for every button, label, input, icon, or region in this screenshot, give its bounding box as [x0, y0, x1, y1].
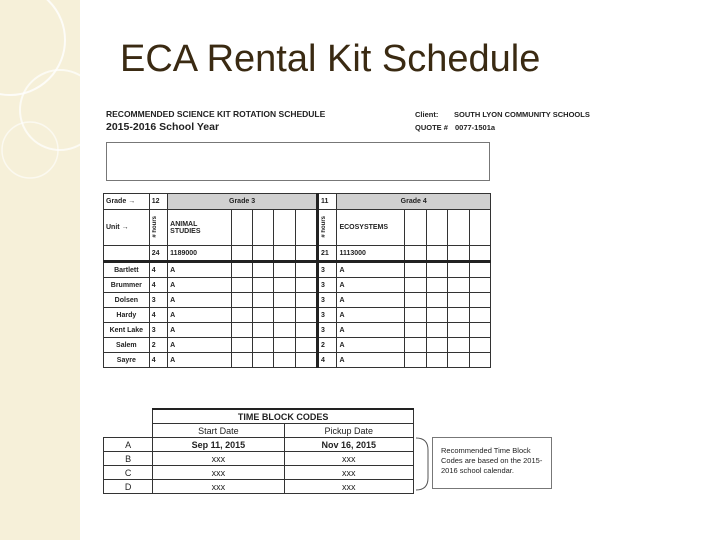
table-row: C xxx xxx	[104, 466, 414, 480]
time-block-title: TIME BLOCK CODES	[153, 409, 414, 424]
g3-kit: 1189000	[168, 246, 231, 262]
table-row: Hardy 4 A 3 A	[104, 308, 491, 323]
bracket-icon	[414, 436, 434, 492]
school-year: 2015-2016 School Year	[106, 121, 220, 133]
time-block-codes-table	[103, 408, 414, 494]
hours-label-g4: # hours	[317, 210, 336, 246]
start-date-header: Start Date	[153, 424, 284, 438]
grade-header-cell: Grade →	[104, 194, 150, 210]
g3-count: 24	[149, 246, 167, 262]
pickup-date-header: Pickup Date	[284, 424, 413, 438]
client-value: SOUTH LYON COMMUNITY SCHOOLS	[454, 110, 590, 119]
decorative-sidebar	[0, 0, 80, 540]
client-label: Client:	[415, 110, 439, 119]
g4-weeks: 11	[317, 194, 336, 210]
unit-header-cell: Unit →	[104, 210, 150, 246]
slide-title: ECA Rental Kit Schedule	[120, 38, 541, 80]
table-row: Salem 2 A 2 A	[104, 338, 491, 353]
schedule-heading: RECOMMENDED SCIENCE KIT ROTATION SCHEDULE	[106, 109, 326, 119]
table-row: B xxx xxx	[104, 452, 414, 466]
time-block-note: Recommended Time Block Codes are based on the 2015-2016 school calendar.	[432, 437, 552, 489]
table-row: D xxx xxx	[104, 480, 414, 494]
table-row: Sayre 4 A 4 A	[104, 353, 491, 368]
table-row: Dolsen 3 A 3 A	[104, 293, 491, 308]
arrow-icon: →	[121, 224, 129, 231]
table-row: Kent Lake 3 A 3 A	[104, 323, 491, 338]
decorative-circles	[0, 0, 80, 540]
grade4-header: Grade 4	[337, 194, 491, 210]
quote-label: QUOTE #	[415, 123, 448, 132]
table-row: Brummer 4 A 3 A	[104, 278, 491, 293]
arrow-icon: →	[128, 198, 136, 205]
g4-kit: 1113000	[337, 246, 405, 262]
quote-value: 0077-1501a	[455, 123, 496, 132]
rotation-schedule-table	[103, 193, 491, 368]
grade3-header: Grade 3	[168, 194, 318, 210]
g4-count: 21	[317, 246, 336, 262]
notes-box	[106, 142, 490, 181]
g3-unit: ANIMAL STUDIES	[168, 210, 231, 246]
g4-unit: ECOSYSTEMS	[337, 210, 405, 246]
g3-weeks: 12	[149, 194, 167, 210]
table-row: Bartlett 4 A 3 A	[104, 262, 491, 278]
table-row: A Sep 11, 2015 Nov 16, 2015	[104, 438, 414, 452]
hours-label-g3: # hours	[149, 210, 167, 246]
